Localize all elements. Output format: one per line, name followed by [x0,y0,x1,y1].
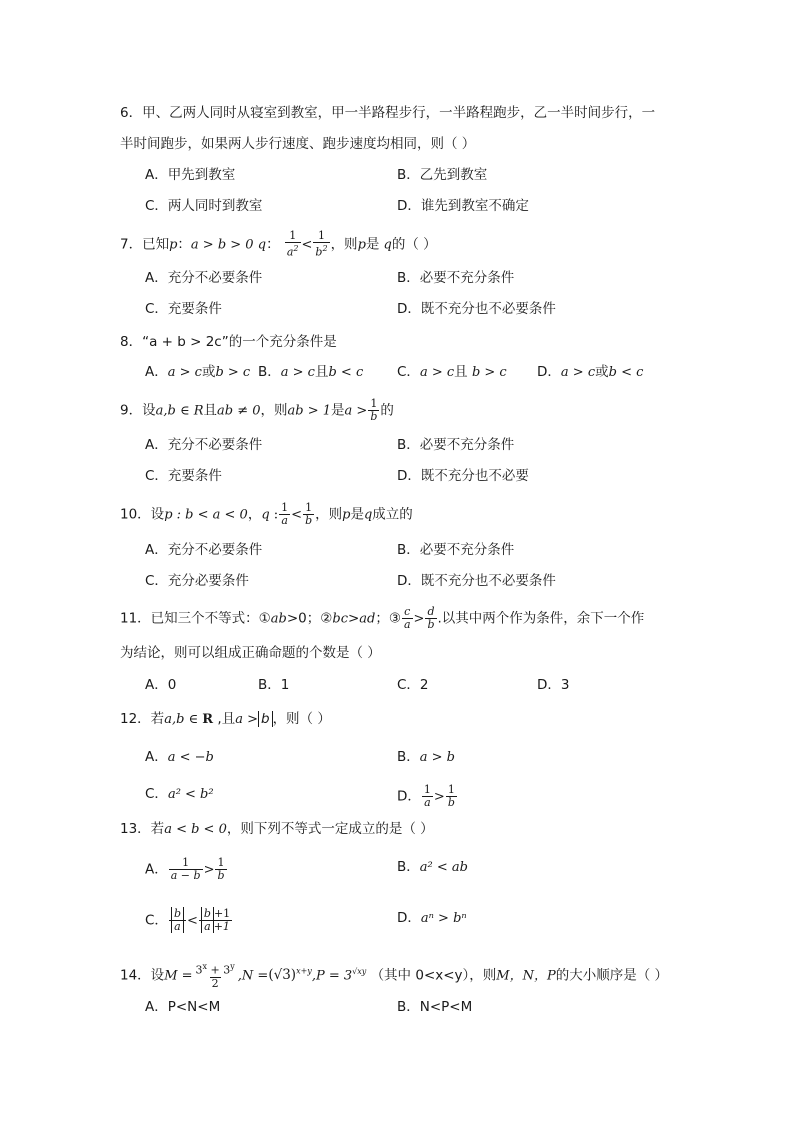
q13-stem: 13．若a < b < 0，则下列不等式一定成立的是（ ） [120,821,434,837]
q12-fraction-1-over-a: $\frac{1}{a}$ [423,783,431,809]
q11-fraction-d-over-b: $\frac{d}{b}$ [427,605,435,631]
q11-option-c[interactable]: C．2 [397,677,429,693]
q8-option-c[interactable]: C．a > c且 b > c [397,364,507,380]
q13-option-d[interactable]: D．aⁿ > bⁿ [397,910,467,926]
q8-option-d[interactable]: D．a > c或b < c [537,364,644,380]
q12-stem: 12．若a,b ∈ R ,且a > b ，则（ ） [120,711,331,727]
q12-option-a[interactable]: A．a < −b [145,749,214,765]
q12-fraction-1-over-b: $\frac{1}{b}$ [447,783,455,809]
q6-option-b[interactable]: B．乙先到教室 [397,167,488,183]
q10-option-a[interactable]: A．充分不必要条件 [145,542,263,558]
q7-fraction-1-over-a2: $\frac{1}{a^2}$ [286,229,299,259]
q13-option-a[interactable]: A． $\frac{1}{a - b}$ > $\frac{1}{b}$ [145,856,225,882]
q11-option-b[interactable]: B．1 [258,677,290,693]
q13-fraction-1-over-a-minus-b: $\frac{1}{a - b}$ [170,856,201,882]
q9-stem: 9．设a,b ∈ R且ab ≠ 0，则ab > 1是a > $\frac{1}{b}$ 的 [120,397,394,423]
q12-option-b[interactable]: B．a > b [397,749,455,765]
q7-option-b[interactable]: B．必要不充分条件 [397,270,515,286]
q13-fraction-abs-b-plus-1-over-abs-a-plus-1: $\frac{b +1}{a +1}$ [199,908,232,933]
q9-option-a[interactable]: A．充分不必要条件 [145,437,263,453]
q6-stem-line2: 半时间跑步，如果两人步行速度、跑步速度均相同，则（ ） [120,136,476,152]
q10-option-b[interactable]: B．必要不充分条件 [397,542,515,558]
q7-fraction-1-over-b2: $\frac{1}{b^2}$ [315,229,328,259]
q7-option-c[interactable]: C．充要条件 [145,301,222,317]
q8-stem: 8．“a + b > 2c”的一个充分条件是 [120,334,337,350]
q13-fraction-1-over-b: $\frac{1}{b}$ [217,856,225,882]
q12-option-c[interactable]: C．a² < b² [145,786,214,802]
q11-option-d[interactable]: D．3 [537,677,570,693]
q14-sqrt-3-power: $(√3)^{x+y}$ [268,966,312,984]
q6-stem-line1: 6．甲、乙两人同时从寝室到教室，甲一半路程步行，一半路程跑步，乙一半时间步行，一 [120,105,656,121]
q14-fraction-m: $\frac{3^x + 3^y}{2}$ [195,962,235,990]
q9-option-d[interactable]: D．既不充分也不必要 [397,468,529,484]
q9-option-b[interactable]: B．必要不充分条件 [397,437,515,453]
q11-fraction-c-over-a: $\frac{c}{a}$ [403,605,411,631]
q11-stem-line1: 11．已知三个不等式：①ab>0；②bc>ad；③ $\frac{c}{a}$ > $\frac{d}{b}$ .以其中两个作为条件，余下一个作 [120,605,645,631]
q8-option-b[interactable]: B．a > c且b < c [258,364,364,380]
q10-fraction-1-over-a: $\frac{1}{a}$ [281,501,289,527]
q10-option-d[interactable]: D．既不充分也不必要条件 [397,573,556,589]
q14-stem: 14．设M = $\frac{3^x + 3^y}{2}$ $,N =(√3)^{x+y},P = 3^{√xy}$ （其中 0<x<y），则M，N，P的大小顺序是（ ） [120,962,669,990]
q10-stem: 10．设p : b < a < 0，q : $\frac{1}{a}$ < $\frac{1}{b}$ ，则p是q成立的 [120,501,413,527]
q9-option-c[interactable]: C．充要条件 [145,468,222,484]
q6-option-d[interactable]: D．谁先到教室不确定 [397,198,529,214]
q7-stem: 7．已知p：a > b > 0 q： $\frac{1}{a^2}$ < $\frac{1}{b^2}$ ，则p是 q的（ ） [120,229,437,259]
q13-fraction-abs-b-over-abs-a: $\frac{b}{a}$ [169,908,186,933]
q6-option-a[interactable]: A．甲先到教室 [145,167,236,183]
q10-option-c[interactable]: C．充分必要条件 [145,573,249,589]
q9-fraction-1-over-b: $\frac{1}{b}$ [370,397,378,423]
q13-option-b[interactable]: B．a² < ab [397,859,468,875]
q6-option-c[interactable]: C．两人同时到教室 [145,198,263,214]
q14-option-a[interactable]: A．P<N<M [145,999,221,1015]
q12-option-d[interactable]: D． $\frac{1}{a}$ > $\frac{1}{b}$ [397,783,455,809]
q7-option-a[interactable]: A．充分不必要条件 [145,270,263,286]
q7-option-d[interactable]: D．既不充分也不必要条件 [397,301,556,317]
q14-option-b[interactable]: B．N<P<M [397,999,473,1015]
q8-option-a[interactable]: A．a > c或b > c [145,364,251,380]
q13-option-c[interactable]: C． $\frac{b}{a}$ < $\frac{b +1}{a +1}$ [145,907,231,933]
q11-option-a[interactable]: A．0 [145,677,177,693]
q11-stem-line2: 为结论，则可以组成正确命题的个数是（ ） [120,645,381,661]
q10-fraction-1-over-b: $\frac{1}{b}$ [305,501,313,527]
